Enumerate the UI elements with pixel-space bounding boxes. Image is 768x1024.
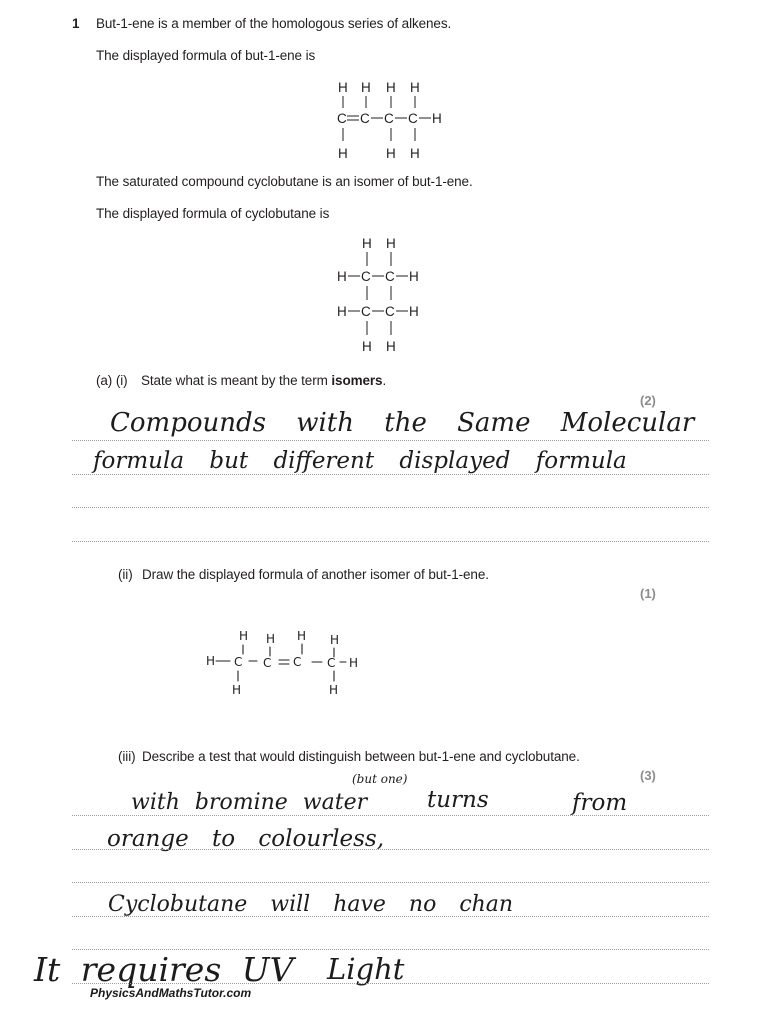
part-a-iii-marks: (3) bbox=[640, 768, 656, 783]
answer-line bbox=[72, 815, 709, 816]
answer-line bbox=[72, 983, 709, 984]
atom-c: C bbox=[337, 111, 347, 126]
answer-line bbox=[72, 849, 709, 850]
but1ene-formula-intro: The displayed formula of but-1-ene is bbox=[96, 48, 316, 63]
answer-line bbox=[72, 882, 709, 883]
part-a-i-marks: (2) bbox=[640, 393, 656, 408]
prompt-term: isomers bbox=[331, 373, 383, 388]
sketch-atom-h: H bbox=[239, 629, 249, 643]
atom-h: H bbox=[362, 339, 372, 354]
answer-a-iii-line-4a: It requires UV bbox=[34, 950, 294, 989]
atom-h: H bbox=[409, 269, 419, 284]
sketch-atom-c: C bbox=[263, 656, 272, 670]
answer-annotation: (but one) bbox=[352, 772, 408, 786]
answer-a-iii-line-1a: with bromine water bbox=[131, 790, 368, 815]
sketch-atom-h: H bbox=[329, 683, 339, 697]
part-a-iii-label: (iii) bbox=[118, 749, 136, 764]
atom-h: H bbox=[410, 80, 420, 95]
atom-h: H bbox=[386, 236, 396, 251]
atom-c: C bbox=[384, 111, 394, 126]
part-a-ii-marks: (1) bbox=[640, 586, 656, 601]
atom-c: C bbox=[360, 111, 370, 126]
answer-a-i-line-1: Compounds with the Same Molecular bbox=[110, 408, 695, 438]
part-a-iii-prompt: Describe a test that would distinguish between but-1-ene and cyclobutane. bbox=[142, 749, 580, 764]
atom-h: H bbox=[338, 80, 348, 95]
atom-h: H bbox=[410, 146, 420, 161]
sketch-atom-c: C bbox=[327, 656, 336, 670]
sketch-atom-c: C bbox=[293, 655, 302, 669]
sketch-atom-h: H bbox=[330, 633, 340, 647]
sketch-atom-h: H bbox=[206, 654, 216, 668]
atom-h: H bbox=[362, 236, 372, 251]
atom-h: H bbox=[409, 304, 419, 319]
sketch-atom-h: H bbox=[349, 656, 359, 670]
atom-h: H bbox=[386, 80, 396, 95]
answer-a-iii-line-2: orange to colourless, bbox=[107, 826, 385, 852]
atom-c: C bbox=[385, 304, 395, 319]
question-intro: But-1-ene is a member of the homologous series of alkenes. bbox=[96, 16, 452, 31]
footer-watermark: PhysicsAndMathsTutor.com bbox=[90, 986, 252, 1000]
answer-line bbox=[72, 916, 709, 917]
atom-h: H bbox=[432, 111, 442, 126]
cyclobutane-formula-intro: The displayed formula of cyclobutane is bbox=[96, 206, 330, 221]
part-a-ii-label: (ii) bbox=[118, 567, 133, 582]
answer-a-iii-line-1b: turns bbox=[427, 787, 489, 813]
part-a-ii-prompt: Draw the displayed formula of another isomer of but-1-ene. bbox=[142, 567, 489, 582]
atom-c: C bbox=[385, 269, 395, 284]
sketch-atom-h: H bbox=[297, 629, 307, 643]
atom-c: C bbox=[361, 269, 371, 284]
atom-h: H bbox=[386, 146, 396, 161]
sketch-atom-h: H bbox=[266, 632, 276, 646]
atom-h: H bbox=[386, 339, 396, 354]
answer-a-iii-line-1c: from bbox=[572, 790, 628, 816]
answer-a-iii-line-4b: Light bbox=[327, 952, 405, 986]
question-number: 1 bbox=[72, 16, 80, 31]
prompt-text: State what is meant by the term bbox=[141, 373, 332, 388]
atom-h: H bbox=[337, 304, 347, 319]
atom-h: H bbox=[337, 269, 347, 284]
sketch-atom-c: C bbox=[234, 655, 243, 669]
prompt-end: . bbox=[382, 373, 387, 388]
isomer-statement: The saturated compound cyclobutane is an isomer of but-1-ene. bbox=[96, 174, 473, 189]
atom-c: C bbox=[361, 304, 371, 319]
part-a-i-label: (a) (i) bbox=[96, 373, 128, 388]
atom-h: H bbox=[338, 146, 348, 161]
answer-a-i-line-2: formula but different displayed formula bbox=[93, 448, 627, 474]
atom-h: H bbox=[361, 80, 371, 95]
answer-a-iii-line-3: Cyclobutane will have no chan bbox=[108, 892, 514, 917]
atom-c: C bbox=[408, 111, 418, 126]
sketch-atom-h: H bbox=[232, 683, 242, 697]
